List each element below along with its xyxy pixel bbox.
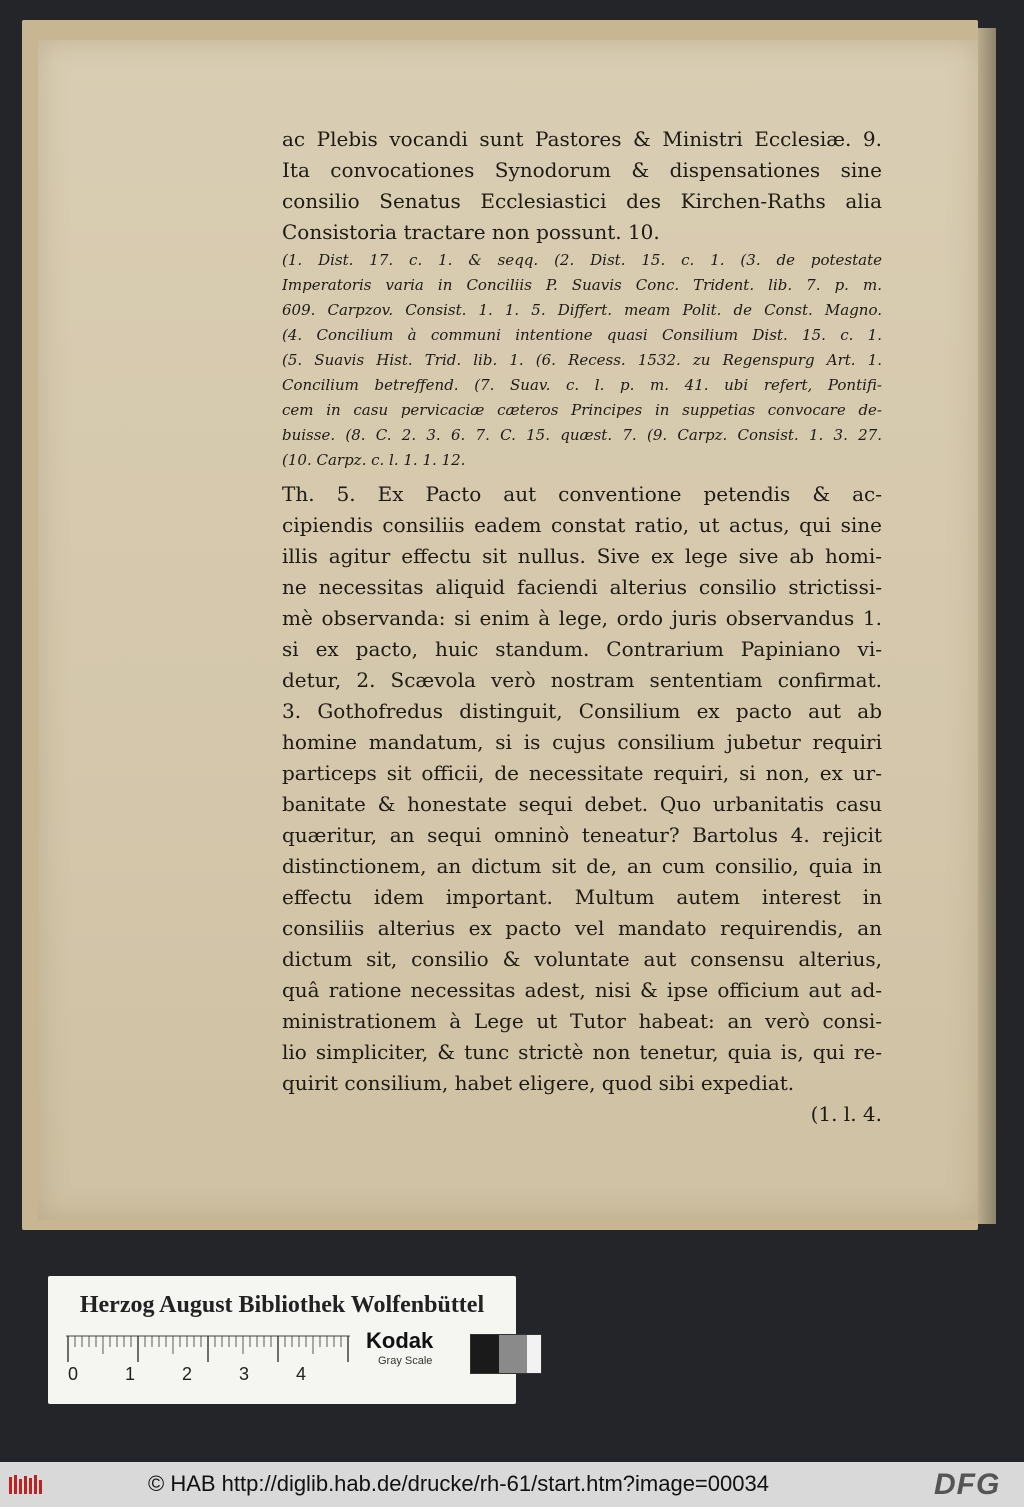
footnote-line: (1. Dist. 17. c. 1. & seqq. (2. Dist. 15. c. 1. (3. de potestate xyxy=(282,251,882,269)
text-line: Th. 5. Ex Pacto aut conventione petendis & ac- xyxy=(282,482,882,506)
text-line: mè observanda: si enim à lege, ordo juris observandus 1. xyxy=(282,606,882,630)
footnotes xyxy=(282,248,882,473)
ruler-number: 1 xyxy=(125,1364,136,1384)
footnote-line: (5. Suavis Hist. Trid. lib. 1. (6. Recess. 1532. zu Regenspurg Art. 1. xyxy=(282,351,882,369)
library-name: Herzog August Bibliothek Wolfenbüttel xyxy=(79,1292,485,1318)
footnote-line: cem in casu pervicaciæ cæteros Principes in suppetias convocare de- xyxy=(282,401,882,419)
page-edge xyxy=(978,28,996,1224)
main-paragraph-1 xyxy=(282,124,882,248)
gray-scale-swatches xyxy=(470,1334,542,1374)
text-line: 3. Gothofredus distinguit, Consilium ex pacto aut ab xyxy=(282,699,882,723)
main-paragraph-2 xyxy=(282,479,882,1099)
footnote-line: Concilium betreffend. (7. Suav. c. l. p. m. 41. ubi refert, Pontifi- xyxy=(282,376,882,394)
footnote-line: (10. Carpz. c. l. 1. 1. 12. xyxy=(282,451,466,469)
text-line: detur, 2. Scævola verò nostram sententiam confirmat. xyxy=(282,668,882,692)
ruler-number: 0 xyxy=(68,1364,79,1384)
text-line: cipiendis consiliis eadem constat ratio, ut actus, qui sine xyxy=(282,513,882,537)
catchword: (1. l. 4. xyxy=(810,1102,882,1126)
text-line: quâ ratione necessitas adest, nisi & ipse officium aut ad- xyxy=(282,978,882,1002)
text-line: ne necessitas aliquid faciendi alterius consilio strictissi- xyxy=(282,575,882,599)
gray-swatch xyxy=(485,1335,499,1373)
footer-bar xyxy=(0,1462,1024,1507)
kodak-brand: Kodak xyxy=(366,1328,434,1353)
text-line: illis agitur effectu sit nullus. Sive ex lege sive ab homi- xyxy=(282,544,882,568)
text-line: Consistoria tractare non possunt. 10. xyxy=(282,220,660,244)
text-line: dictum sit, consilio & voluntate aut consensu alterius, xyxy=(282,947,882,971)
text-line: ministrationem à Lege ut Tutor habeat: an verò consi- xyxy=(282,1009,882,1033)
page-text xyxy=(282,124,882,1130)
dfg-logo: DFG xyxy=(934,1468,1001,1501)
text-line: banitate & honestate sequi debet. Quo urbanitatis casu xyxy=(282,792,882,816)
footnote-line: buisse. (8. C. 2. 3. 6. 7. C. 15. quæst. 7. (9. Carpz. Consist. 1. 3. 27. xyxy=(282,426,882,444)
footer-copyright-link[interactable]: © HAB http://diglib.hab.de/drucke/rh-61/start.htm?image=00034 xyxy=(148,1471,769,1496)
ruler-number: 2 xyxy=(182,1364,193,1384)
text-line: effectu idem important. Multum autem interest in xyxy=(282,885,882,909)
library-label xyxy=(48,1276,516,1404)
footnote-line: Imperatoris varia in Conciliis P. Suavis Conc. Trident. lib. 7. p. m. xyxy=(282,276,882,294)
text-line: quirit consilium, habet eligere, quod sibi expediat. xyxy=(282,1071,795,1095)
ruler-number: 4 xyxy=(296,1364,307,1384)
gray-swatch xyxy=(513,1335,527,1373)
text-line: si ex pacto, huic standum. Contrarium Papiniano vi- xyxy=(282,637,882,661)
text-line: consilio Senatus Ecclesiastici des Kirchen-Raths alia xyxy=(282,189,882,213)
gray-swatch xyxy=(471,1335,485,1373)
footnote-line: (4. Concilium à communi intentione quasi Consilium Dist. 15. c. 1. xyxy=(282,326,882,344)
text-line: quæritur, an sequi omninò teneatur? Bartolus 4. rejicit xyxy=(282,823,882,847)
text-line: homine mandatum, si is cujus consilium jubetur requiri xyxy=(282,730,882,754)
gray-scale-label: Gray Scale xyxy=(378,1355,433,1367)
text-line: Ita convocationes Synodorum & dispensationes sine xyxy=(282,158,882,182)
text-line: ac Plebis vocandi sunt Pastores & Ministri Ecclesiæ. 9. xyxy=(282,127,882,151)
text-line: distinctionem, an dictum sit de, an cum consilio, quia in xyxy=(282,854,882,878)
ruler-number: 3 xyxy=(239,1364,250,1384)
text-line: lio simpliciter, & tunc strictè non tenetur, quia is, qui re- xyxy=(282,1040,882,1064)
gray-swatch xyxy=(527,1335,541,1373)
digitization-logo-icon xyxy=(8,1474,46,1496)
footnote-line: 609. Carpzov. Consist. 1. 1. 5. Differt. meam Polit. de Const. Magno. xyxy=(282,301,882,319)
text-line: particeps sit officii, de necessitate requiri, si non, ex ur- xyxy=(282,761,882,785)
text-line: consiliis alterius ex pacto vel mandato requirendis, an xyxy=(282,916,882,940)
gray-swatch xyxy=(499,1335,513,1373)
ruler xyxy=(64,1334,352,1384)
